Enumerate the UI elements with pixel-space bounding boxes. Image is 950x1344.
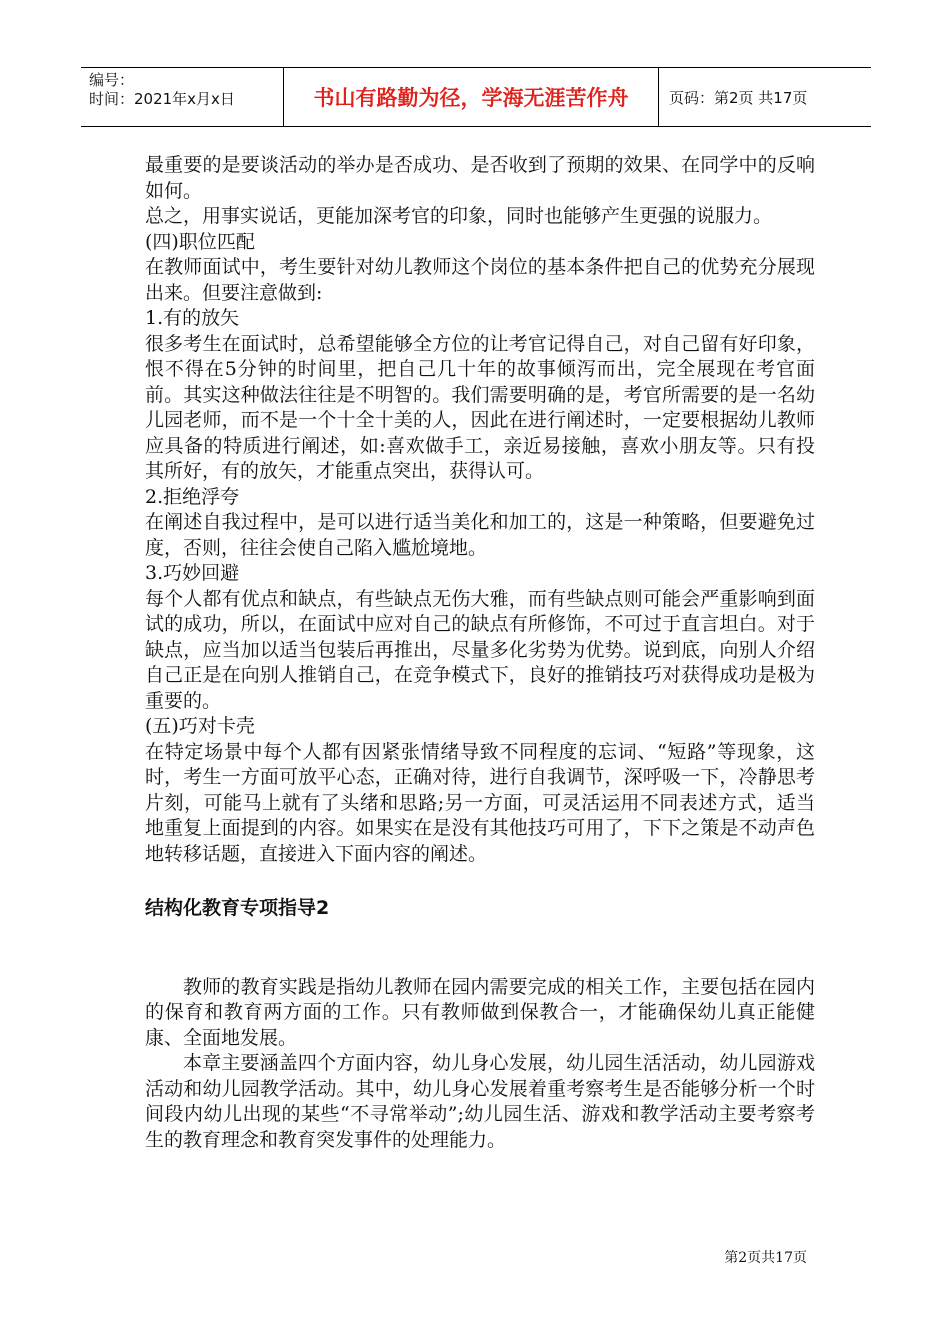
subheading: 3.巧妙回避	[145, 562, 240, 584]
header-motto: 书山有路勤为径，学海无涯苦作舟	[284, 68, 659, 126]
document-body	[145, 153, 815, 1153]
header-meta	[81, 68, 284, 126]
paragraph: 每个人都有优点和缺点，有些缺点无伤大雅，而有些缺点则可能会严重影响到面试的成功，所以，在面试中应对自己的缺点有所修饰，不可过于直言坦白。对于缺点，应当加以适当包装后再推出，尽量多化劣势为优势。说到底，向别人介绍自己正是在向别人推销自己，在竞争模式下，良好的推销技巧对获得成功是极为重要的。	[145, 587, 815, 712]
page-header	[81, 67, 871, 127]
paragraph: 教师的教育实践是指幼儿教师在园内需要完成的相关工作，主要包括在园内的保育和教育两方面的工作。只有教师做到保教合一，才能确保幼儿真正能健康、全面地发展。	[145, 975, 815, 1049]
paragraph: 很多考生在面试时，总希望能够全方位的让考官记得自己，对自己留有好印象，恨不得在5分钟的时间里，把自己几十年的故事倾泻而出，完全展现在考官面前。其实这种做法往往是不明智的。我们需要明确的是，考官所需要的是一名幼儿园老师，而不是一个十全十美的人，因此在进行阐述时，一定要根据幼儿教师应具备的特质进行阐述，如:喜欢做手工，亲近易接触，喜欢小朋友等。只有投其所好，有的放矢，才能重点突出，获得认可。	[145, 332, 815, 482]
paragraph: 本章主要涵盖四个方面内容，幼儿身心发展，幼儿园生活活动，幼儿园游戏活动和幼儿园教学活动。其中，幼儿身心发展着重考察考生是否能够分析一个时间段内幼儿出现的某些“不寻常举动”;幼儿园生活、游戏和教学活动主要考察考生的教育理念和教育突发事件的处理能力。	[145, 1052, 815, 1151]
header-page-number: 页码：第2页 共17页	[669, 88, 808, 107]
paragraph: 最重要的是要谈活动的举办是否成功、是否收到了预期的效果、在同学中的反响如何。	[145, 154, 815, 202]
paragraph: 总之，用事实说话，更能加深考官的印象，同时也能够产生更强的说服力。	[145, 205, 773, 227]
paragraph: 在教师面试中，考生要针对幼儿教师这个岗位的基本条件把自己的优势充分展现出来。但要注意做到:	[145, 256, 815, 304]
subheading: 1.有的放矢	[145, 307, 240, 329]
document-number-label: 编号：	[89, 71, 135, 89]
document-time-label: 时间：2021年x月x日	[89, 90, 235, 108]
subheading: (五)巧对卡壳	[145, 715, 255, 737]
footer-page-number: 第2页共17页	[724, 1250, 807, 1266]
section-title: 结构化教育专项指导2	[145, 897, 330, 919]
paragraph: 在特定场景中每个人都有因紧张情绪导致不同程度的忘词、“短路”等现象，这时，考生一方面可放平心态，正确对待，进行自我调节，深呼吸一下，冷静思考片刻，可能马上就有了头绪和思路;另一方面，可灵活运用不同表述方式，适当地重复上面提到的内容。如果实在是没有其他技巧可用了，下下之策是不动声色地转移话题，直接进入下面内容的阐述。	[145, 740, 815, 865]
paragraph: 在阐述自我过程中，是可以进行适当美化和加工的，这是一种策略，但要避免过度，否则，往往会使自己陷入尴尬境地。	[145, 511, 815, 559]
subheading: (四)职位匹配	[145, 230, 255, 253]
subheading: 2.拒绝浮夸	[145, 485, 240, 508]
